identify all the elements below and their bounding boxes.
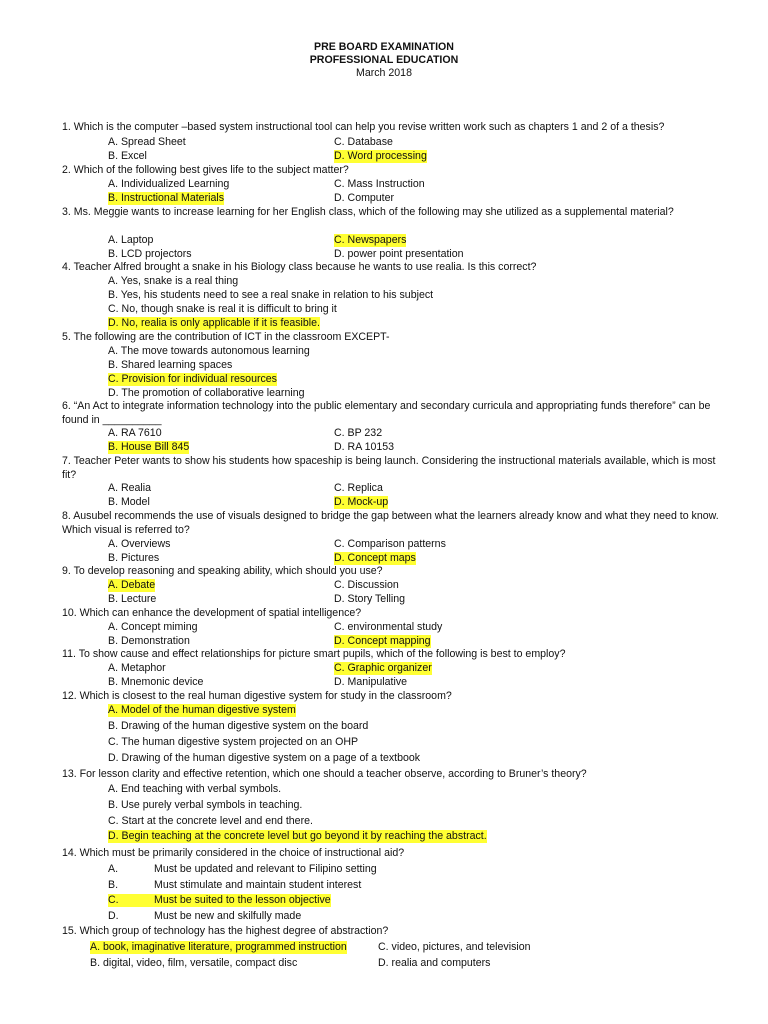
question-15: 15. Which group of technology has the highest degree of abstraction? xyxy=(62,925,389,937)
q5-option-d: D. The promotion of collaborative learning xyxy=(108,387,305,399)
question-5: 5. The following are the contribution of ICT in the classroom EXCEPT- xyxy=(62,331,390,343)
q15-option-b: B. digital, video, film, versatile, compact disc xyxy=(90,957,298,969)
q3-option-d: D. power point presentation xyxy=(334,248,464,260)
q7-option-a: A. Realia xyxy=(108,482,151,494)
question-7: 7. Teacher Peter wants to show his students how spaceship is being launch. Considering the instructional materials available, which is most fit? xyxy=(62,455,716,481)
q8-option-b: B. Pictures xyxy=(108,552,160,564)
q4-option-c: C. No, though snake is real it is difficult to bring it xyxy=(108,303,337,315)
question-1: 1. Which is the computer –based system instructional tool can help you revise written work such as chapters 1 and 2 of a thesis? xyxy=(62,121,665,133)
q13-option-a: A. End teaching with verbal symbols. xyxy=(108,783,282,795)
q11-option-b: B. Mnemonic device xyxy=(108,676,204,688)
q10-option-d: D. Concept mapping xyxy=(334,635,431,647)
q5-option-a: A. The move towards autonomous learning xyxy=(108,345,310,357)
q8-option-d: D. Concept maps xyxy=(334,552,416,564)
exam-date: March 2018 xyxy=(356,67,412,79)
q8-option-a: A. Overviews xyxy=(108,538,171,550)
q3-option-a: A. Laptop xyxy=(108,234,154,246)
question-2: 2. Which of the following best gives life to the subject matter? xyxy=(62,164,349,176)
q4-option-d: D. No, realia is only applicable if it is feasible. xyxy=(108,317,320,329)
q6-option-b: B. House Bill 845 xyxy=(108,441,190,453)
q9-option-c: C. Discussion xyxy=(334,579,399,591)
q14-option-c-text: Must be suited to the lesson objective xyxy=(154,894,331,906)
q7-option-c: C. Replica xyxy=(334,482,383,494)
q14-option-c xyxy=(108,894,331,907)
exam-title: PRE BOARD EXAMINATION xyxy=(314,41,454,53)
q14-option-a-text: Must be updated and relevant to Filipino setting xyxy=(154,863,377,875)
exam-subject: PROFESSIONAL EDUCATION xyxy=(309,54,459,66)
q14-option-b xyxy=(108,879,361,892)
q9-option-d: D. Story Telling xyxy=(334,593,406,605)
question-14: 14. Which must be primarily considered in the choice of instructional aid? xyxy=(62,847,405,859)
question-11: 11. To show cause and effect relationships for picture smart pupils, which of the following is best to employ? xyxy=(62,648,566,660)
q9-option-a: A. Debate xyxy=(108,579,156,591)
question-13: 13. For lesson clarity and effective retention, which one should a teacher observe, according to Bruner’s theory? xyxy=(62,768,587,780)
q2-option-a: A. Individualized Learning xyxy=(108,178,230,190)
q6-option-a: A. RA 7610 xyxy=(108,427,162,439)
question-12: 12. Which is closest to the real human digestive system for study in the classroom? xyxy=(62,690,452,702)
q5-option-c: C. Provision for individual resources xyxy=(108,373,277,385)
q4-option-a: A. Yes, snake is a real thing xyxy=(108,275,239,287)
q15-option-a: A. book, imaginative literature, programmed instruction xyxy=(90,941,347,953)
q1-option-b: B. Excel xyxy=(108,150,147,162)
question-10: 10. Which can enhance the development of spatial intelligence? xyxy=(62,607,362,619)
q12-option-b: B. Drawing of the human digestive system on the board xyxy=(108,720,369,732)
q5-option-b: B. Shared learning spaces xyxy=(108,359,233,371)
q2-option-d: D. Computer xyxy=(334,192,395,204)
question-4: 4. Teacher Alfred brought a snake in his Biology class because he wants to use realia. Is this correct? xyxy=(62,261,537,273)
q12-option-d: D. Drawing of the human digestive system on a page of a textbook xyxy=(108,752,421,764)
question-3: 3. Ms. Meggie wants to increase learning for her English class, which of the following may she utilized as a supplemental material? xyxy=(62,206,674,218)
question-6: 6. “An Act to integrate information technology into the public elementary and secondary curricula and appropriating funds therefore” can be found in __________ xyxy=(62,400,711,426)
q1-option-d: D. Word processing xyxy=(334,150,427,162)
q1-option-a: A. Spread Sheet xyxy=(108,136,186,148)
q13-option-c: C. Start at the concrete level and end there. xyxy=(108,815,313,827)
q14-option-d xyxy=(108,910,301,923)
q6-option-c: C. BP 232 xyxy=(334,427,383,439)
q14-option-d-letter: D. xyxy=(108,910,119,922)
q9-option-b: B. Lecture xyxy=(108,593,157,605)
question-9: 9. To develop reasoning and speaking ability, which should you use? xyxy=(62,565,383,577)
q14-option-c-letter: C. xyxy=(108,894,119,906)
q12-option-c: C. The human digestive system projected on an OHP xyxy=(108,736,359,748)
q1-option-c: C. Database xyxy=(334,136,393,148)
q15-option-d: D. realia and computers xyxy=(378,957,491,969)
q11-option-a: A. Metaphor xyxy=(108,662,166,674)
q14-option-b-text: Must stimulate and maintain student interest xyxy=(154,879,362,891)
q2-option-c: C. Mass Instruction xyxy=(334,178,425,190)
q14-option-a xyxy=(108,863,377,876)
q13-option-d: D. Begin teaching at the concrete level but go beyond it by reaching the abstract. xyxy=(108,830,487,842)
q10-option-b: B. Demonstration xyxy=(108,635,190,647)
q14-option-d-text: Must be new and skilfully made xyxy=(154,910,302,922)
q3-option-c: C. Newspapers xyxy=(334,234,407,246)
q11-option-d: D. Manipulative xyxy=(334,676,408,688)
q13-option-b: B. Use purely verbal symbols in teaching. xyxy=(108,799,303,811)
q8-option-c: C. Comparison patterns xyxy=(334,538,446,550)
q4-option-b: B. Yes, his students need to see a real snake in relation to his subject xyxy=(108,289,434,301)
q10-option-c: C. environmental study xyxy=(334,621,443,633)
q14-option-a-letter: A. xyxy=(108,863,119,875)
q2-option-b: B. Instructional Materials xyxy=(108,192,224,204)
q12-option-a: A. Model of the human digestive system xyxy=(108,704,296,716)
q14-option-b-letter: B. xyxy=(108,879,119,891)
q7-option-d: D. Mock-up xyxy=(334,496,389,508)
q15-option-c: C. video, pictures, and television xyxy=(378,941,531,953)
q6-option-d: D. RA 10153 xyxy=(334,441,395,453)
q3-option-b: B. LCD projectors xyxy=(108,248,192,260)
q10-option-a: A. Concept miming xyxy=(108,621,198,633)
q11-option-c: C. Graphic organizer xyxy=(334,662,432,674)
q7-option-b: B. Model xyxy=(108,496,150,508)
question-8: 8. Ausubel recommends the use of visuals designed to bridge the gap between what the learners already know and what they need to know. Which visual is referred to? xyxy=(62,510,719,536)
